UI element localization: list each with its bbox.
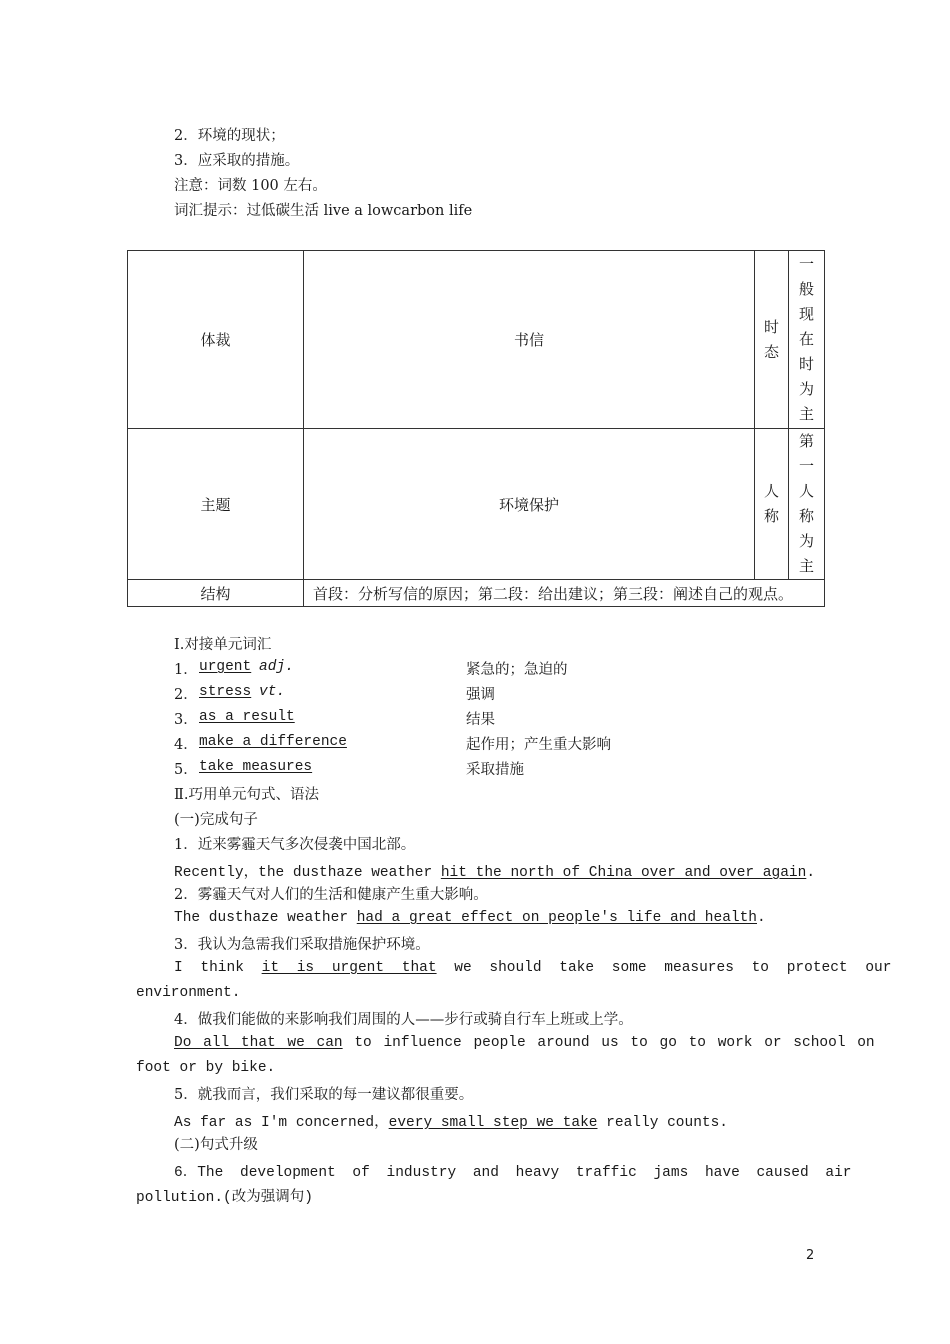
person-value: 第一人称为主: [799, 432, 815, 575]
sentence-text: I think: [174, 960, 262, 976]
sentence-2-chinese: 2．雾霾天气对人们的生活和健康产生重大影响。: [174, 887, 488, 903]
sentence-answer: hit the north of China over and over again: [440, 865, 807, 881]
intro-line-2: 2．环境的现状；: [174, 128, 285, 144]
sentence-5-english: [174, 1110, 728, 1131]
sentence-text: we should take some measures to protect our: [436, 960, 892, 976]
vocab-num: 5．: [174, 762, 198, 778]
table-row: [128, 580, 825, 607]
vocab-num: 3．: [174, 712, 198, 728]
vocab-num: 2．: [174, 687, 198, 703]
genre-label: 体裁: [128, 251, 304, 429]
vocab-meaning: 起作用；产生重大影响: [466, 737, 611, 753]
sentence-4-continuation: foot or by bike.: [136, 1060, 276, 1076]
sentence-6-line2: pollution.(改为强调句): [136, 1190, 313, 1206]
subsection-sentence-upgrade: (二)句式升级: [174, 1137, 258, 1153]
section-2-title: Ⅱ.巧用单元句式、语法: [174, 787, 319, 803]
intro-line-3: 3．应采取的措施。: [174, 153, 300, 169]
sentence-text: .: [806, 865, 816, 881]
sentence-3-chinese: 3．我认为急需我们采取措施保护环境。: [174, 937, 430, 953]
table-row: [128, 251, 825, 429]
vocab-num: 1．: [174, 662, 198, 678]
topic-value: 环境保护: [304, 429, 755, 580]
vocab-meaning: 结果: [466, 712, 495, 728]
vocab-pos: vt.: [259, 684, 286, 700]
subsection-complete-sentences: (一)完成句子: [174, 812, 258, 828]
sentence-text: .: [757, 910, 766, 926]
section-1-title: Ⅰ.对接单元词汇: [174, 637, 272, 653]
sentence-text: to influence people around us to go to work or school on: [342, 1035, 875, 1051]
structure-value: 首段：分析写信的原因；第二段：给出建议；第三段：阐述自己的观点。: [304, 580, 825, 607]
vocab-term: stress: [199, 684, 252, 700]
topic-label: 主题: [128, 429, 304, 580]
tense-label: 时态: [764, 317, 780, 361]
sentence-3-english: [174, 960, 891, 976]
vocab-pos: adj.: [259, 659, 294, 675]
sentence-answer: Do all that we can: [174, 1035, 343, 1051]
vocab-meaning: 紧急的；急迫的: [466, 662, 568, 678]
sentence-answer: every small step we take: [388, 1115, 598, 1131]
sentence-4-chinese: 4．做我们能做的来影响我们周围的人——步行或骑自行车上班或上学。: [174, 1012, 633, 1028]
sentence-text: Recently，the dusthaze weather: [174, 865, 441, 881]
sentence-5-chinese: 5．就我而言，我们采取的每一建议都很重要。: [174, 1087, 474, 1103]
sentence-1-chinese: 1．近来雾霾天气多次侵袭中国北部。: [174, 837, 416, 853]
person-label: 人称: [764, 482, 780, 525]
sentence-4-english: [174, 1035, 875, 1051]
vocab-term: take measures: [199, 759, 313, 775]
intro-note: 注意：词数 100 左右。: [174, 178, 327, 194]
sentence-text: As far as I'm concerned，: [174, 1115, 389, 1131]
sentence-6-line1: 6．The development of industry and heavy traffic jams have caused air: [174, 1165, 852, 1181]
vocab-term: make a difference: [199, 734, 347, 750]
table-row: [128, 429, 825, 580]
structure-label: 结构: [128, 580, 304, 607]
intro-vocab-hint: 词汇提示：过低碳生活 live a lowcarbon life: [174, 203, 473, 219]
sentence-answer: it is urgent that: [261, 960, 437, 976]
page-number: 2: [806, 1248, 815, 1263]
sentence-1-english: [174, 860, 815, 881]
vocab-term: urgent: [199, 659, 252, 675]
genre-value: 书信: [304, 251, 755, 429]
vocab-meaning: 强调: [466, 687, 495, 703]
vocab-meaning: 采取措施: [466, 762, 524, 778]
writing-analysis-table: [127, 250, 825, 607]
vocab-term: as a result: [199, 709, 295, 725]
sentence-answer: had a great effect on people's life and health: [356, 910, 757, 926]
vocab-num: 4．: [174, 737, 198, 753]
sentence-3-continuation: environment.: [136, 985, 241, 1001]
tense-value: 一般现在时为主: [799, 255, 815, 423]
sentence-text: really counts.: [597, 1115, 729, 1131]
sentence-2-english: [174, 910, 766, 926]
sentence-text: The dusthaze weather: [174, 910, 357, 926]
